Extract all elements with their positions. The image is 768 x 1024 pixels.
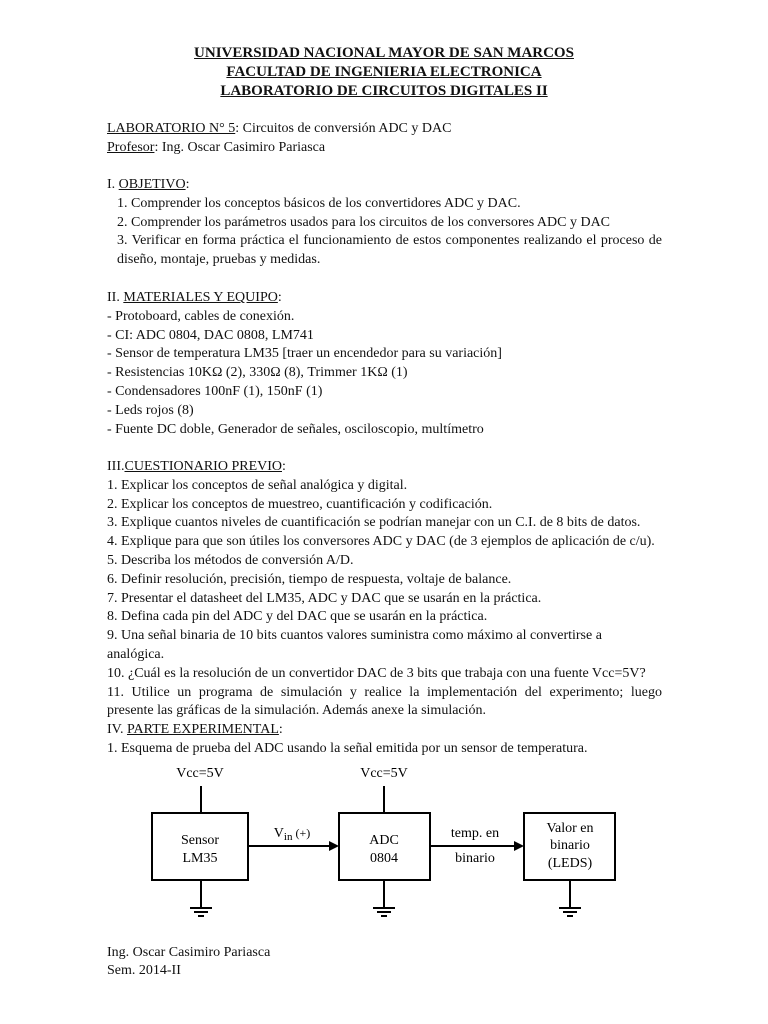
arrow-right-icon [329, 841, 339, 851]
temp-label: temp. en [450, 826, 500, 841]
objetivo-item: 1. Comprender los conceptos básicos de los convertidores ADC y DAC. [117, 195, 521, 211]
binary-label: binario [455, 851, 495, 866]
cuestionario-heading: III.CUESTIONARIO PREVIO: [107, 459, 286, 474]
vin-label: $V_{in}$ (+) [273, 826, 311, 843]
vcc1-label: Vcc=5V [176, 766, 224, 781]
material-item: - Sensor de temperatura LM35 [traer un encendedor para su variación] [107, 346, 502, 362]
sensor-model: LM35 [182, 851, 218, 866]
footer-author: Ing. Oscar Casimiro Pariasca [107, 945, 271, 960]
objetivo-section [107, 176, 662, 270]
adc-label: ADC [369, 833, 399, 848]
lab-name: LABORATORIO DE CIRCUITOS DIGITALES II [220, 83, 548, 99]
objetivo-item: 2. Comprender los parámetros usados para los circuitos de los conversores ADC y DAC [117, 214, 611, 230]
arrow-right-icon [514, 841, 524, 851]
lab-number: LABORATORIO N° 5 [107, 121, 236, 136]
sensor-label: Sensor [180, 833, 220, 848]
question-item: 5. Describa los métodos de conversión A/D. [107, 552, 354, 568]
experimental-item: 1. Esquema de prueba del ADC usando la señal emitida por un sensor de temperatura. [107, 740, 588, 756]
document-header [0, 44, 768, 101]
materiales-section [107, 289, 662, 439]
leds-label-3: (LEDS) [547, 856, 593, 871]
experimental-heading: IV. PARTE EXPERIMENTAL: [107, 722, 283, 737]
faculty-name: FACULTAD DE INGENIERIA ELECTRONICA [226, 64, 542, 80]
document-footer [107, 944, 270, 980]
question-item: 3. Explique cuantos niveles de cuantificación se podrían manejar con un C.I. de 8 bits de datos. [107, 515, 641, 531]
question-item: 7. Presentar el datasheet del LM35, ADC y DAC que se usarán en la práctica. [107, 590, 542, 606]
question-item: 8. Defina cada pin del ADC y del DAC que se usarán en la práctica. [107, 609, 488, 625]
question-item: 4. Explique para que son útiles los conversores ADC y DAC (de 3 ejemplos de aplicación de c/u). [107, 534, 655, 550]
material-item: - Resistencias 10KΩ (2), 330Ω (8), Trimmer 1KΩ (1) [107, 365, 408, 381]
cuestionario-section [107, 458, 662, 721]
question-item: 11. Utilice un programa de simulación y realice la implementación del experimento; luego presente las gráficas de la simulación. Además anexe la simulación. [107, 684, 662, 719]
adc-test-diagram [0, 758, 768, 938]
ground-icon [190, 908, 212, 916]
university-name: UNIVERSIDAD NACIONAL MAYOR DE SAN MARCOS [194, 45, 574, 61]
ground-icon [373, 908, 395, 916]
material-item: - Leds rojos (8) [107, 402, 194, 418]
professor-line [107, 139, 662, 158]
material-item: - Fuente DC doble, Generador de señales, osciloscopio, multímetro [107, 421, 484, 437]
ground-icon [559, 908, 581, 916]
professor-name: : Ing. Oscar Casimiro Pariasca [154, 139, 326, 155]
material-item: - Protoboard, cables de conexión. [107, 308, 295, 324]
question-item: 10. ¿Cuál es la resolución de un convertidor DAC de 3 bits que trabaja con una fuente Vcc=5V? [107, 665, 646, 681]
lab-title-line [107, 120, 662, 139]
objetivo-heading: I. OBJETIVO: [107, 177, 190, 192]
objetivo-item: 3. Verificar en forma práctica el funcionamiento de estos componentes realizando el proceso de diseño, montaje, pruebas y medidas. [117, 233, 662, 268]
materiales-heading: II. MATERIALES Y EQUIPO: [107, 290, 282, 305]
question-item: 9. Una señal binaria de 10 bits cuantos valores suministra como máximo al convertirse a analógica. [107, 628, 602, 662]
vcc2-label: Vcc=5V [360, 766, 408, 781]
adc-model: 0804 [370, 851, 398, 866]
lab-title: : Circuitos de conversión ADC y DAC [235, 121, 452, 136]
material-item: - Condensadores 100nF (1), 150nF (1) [107, 383, 323, 399]
material-item: - CI: ADC 0804, DAC 0808, LM741 [107, 327, 314, 343]
question-item: 6. Definir resolución, precisión, tiempo de respuesta, voltaje de balance. [107, 571, 512, 587]
footer-semester: Sem. 2014-II [107, 963, 181, 978]
leds-label-1: Valor en [546, 821, 594, 836]
question-item: 2. Explicar los conceptos de muestreo, cuantificación y codificación. [107, 496, 493, 512]
lab-info [107, 120, 662, 158]
question-item: 1. Explicar los conceptos de señal analógica y digital. [107, 477, 408, 493]
experimental-section [107, 721, 662, 759]
leds-label-2: binario [550, 838, 590, 853]
professor-label: Profesor [107, 139, 155, 155]
